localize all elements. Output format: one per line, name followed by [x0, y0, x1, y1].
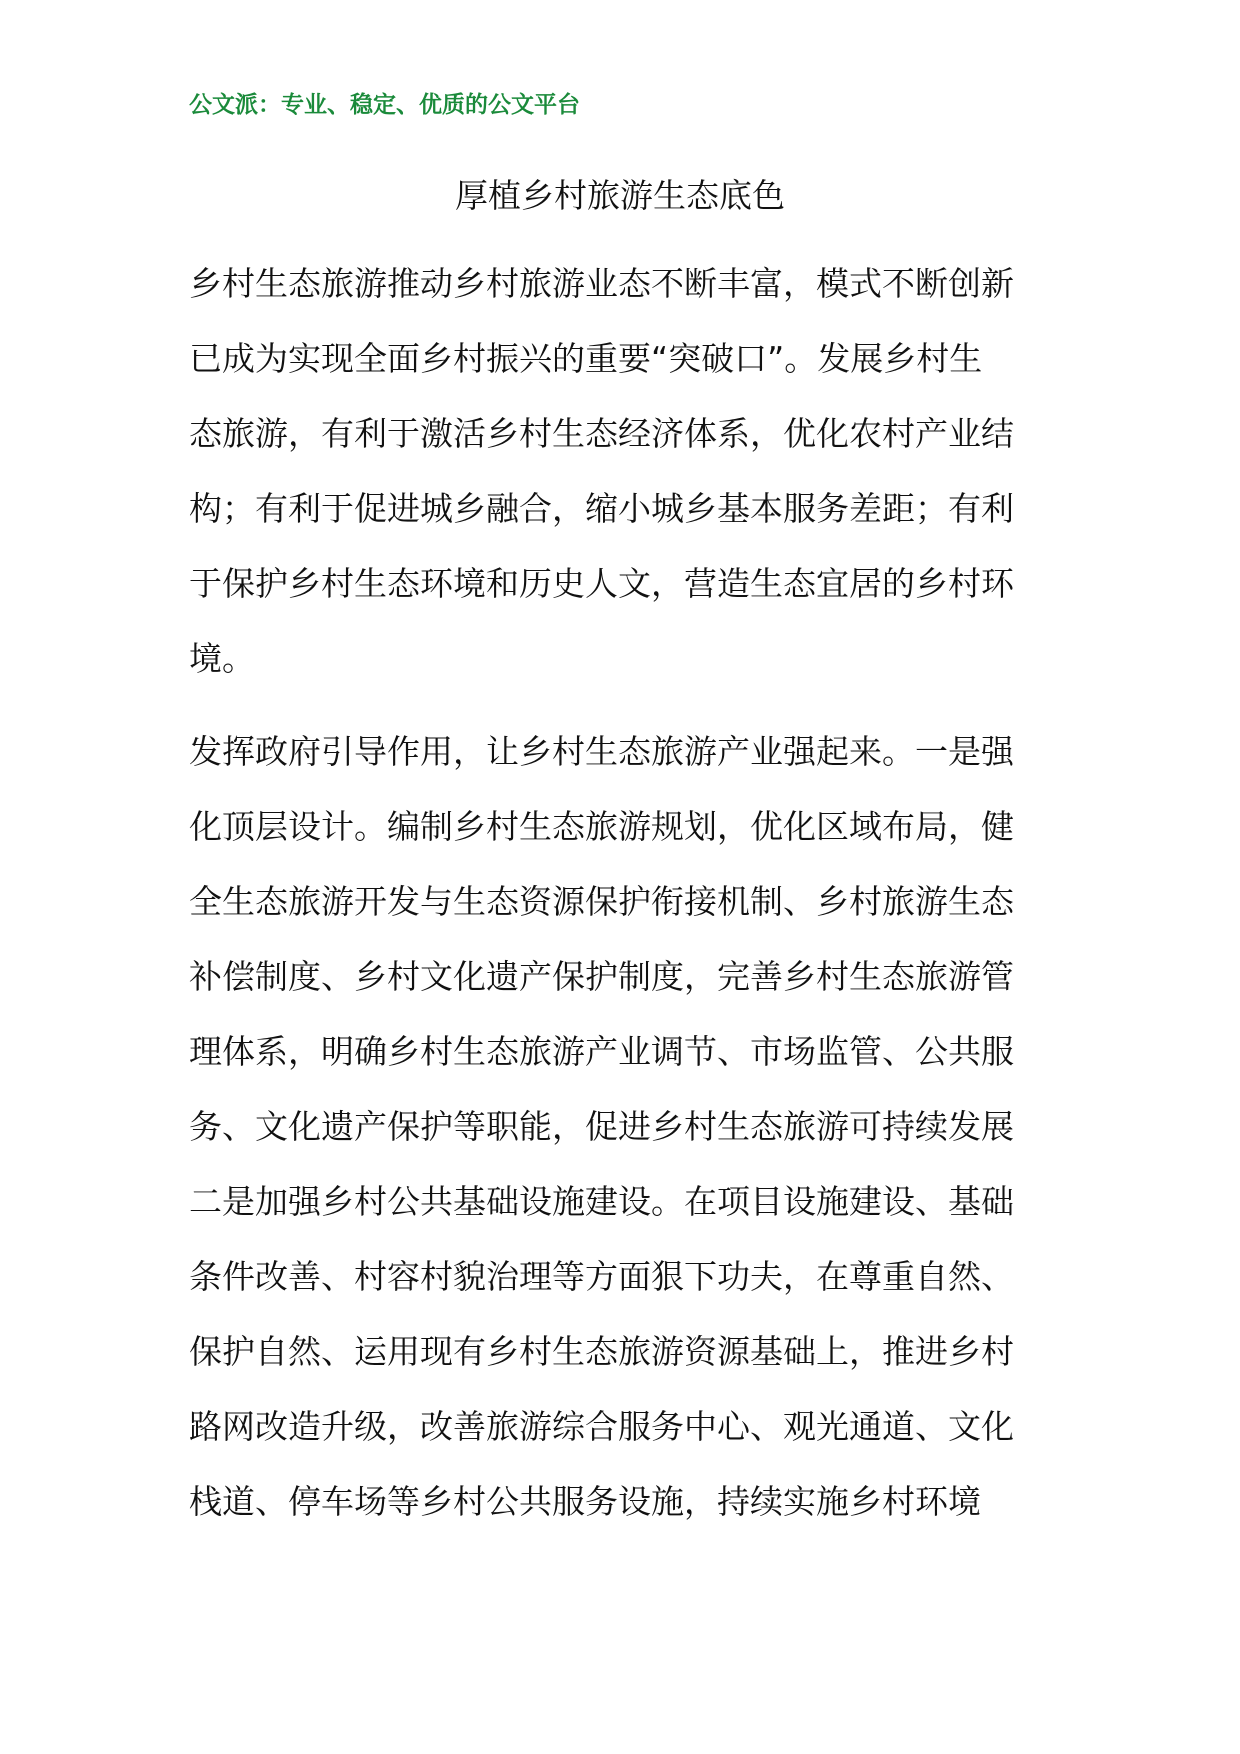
text-line: 全生态旅游开发与生态资源保护衔接机制、乡村旅游生态	[189, 882, 1014, 921]
text-line: 化顶层设计。编制乡村生态旅游规划，优化区域布局，健	[189, 807, 1014, 846]
text-line: 乡村生态旅游推动乡村旅游业态不断丰富，模式不断创新	[189, 264, 1014, 303]
text-line: 路网改造升级，改善旅游综合服务中心、观光通道、文化	[189, 1407, 1014, 1446]
paragraph-2	[189, 728, 1069, 1553]
paragraph-1	[189, 260, 1069, 710]
text-line: 条件改善、村容村貌治理等方面狠下功夫，在尊重自然、	[189, 1257, 1014, 1296]
text-line: 务、文化遗产保护等职能，促进乡村生态旅游可持续发展	[189, 1107, 1014, 1146]
document-title: 厚植乡村旅游生态底色	[455, 176, 785, 215]
header-brand: 公文派：专业、稳定、优质的公文平台	[189, 92, 580, 118]
text-line: 保护自然、运用现有乡村生态旅游资源基础上，推进乡村	[189, 1332, 1014, 1371]
text-line: 理体系，明确乡村生态旅游产业调节、市场监管、公共服	[189, 1032, 1014, 1071]
text-line: 于保护乡村生态环境和历史人文，营造生态宜居的乡村环	[189, 564, 1014, 603]
text-line: 栈道、停车场等乡村公共服务设施，持续实施乡村环境	[189, 1482, 981, 1521]
text-line: 二是加强乡村公共基础设施建设。在项目设施建设、基础	[189, 1182, 1014, 1221]
text-line: 构；有利于促进城乡融合，缩小城乡基本服务差距；有利	[189, 489, 1014, 528]
paragraph-spacer	[189, 710, 1069, 728]
text-line: 态旅游，有利于激活乡村生态经济体系，优化农村产业结	[189, 414, 1014, 453]
text-line: 境。	[189, 639, 255, 678]
document-body	[189, 260, 1069, 1553]
text-line: 已成为实现全面乡村振兴的重要“突破口”。发展乡村生	[189, 339, 983, 378]
text-line: 补偿制度、乡村文化遗产保护制度，完善乡村生态旅游管	[189, 957, 1014, 996]
text-line: 发挥政府引导作用，让乡村生态旅游产业强起来。一是强	[189, 732, 1014, 771]
